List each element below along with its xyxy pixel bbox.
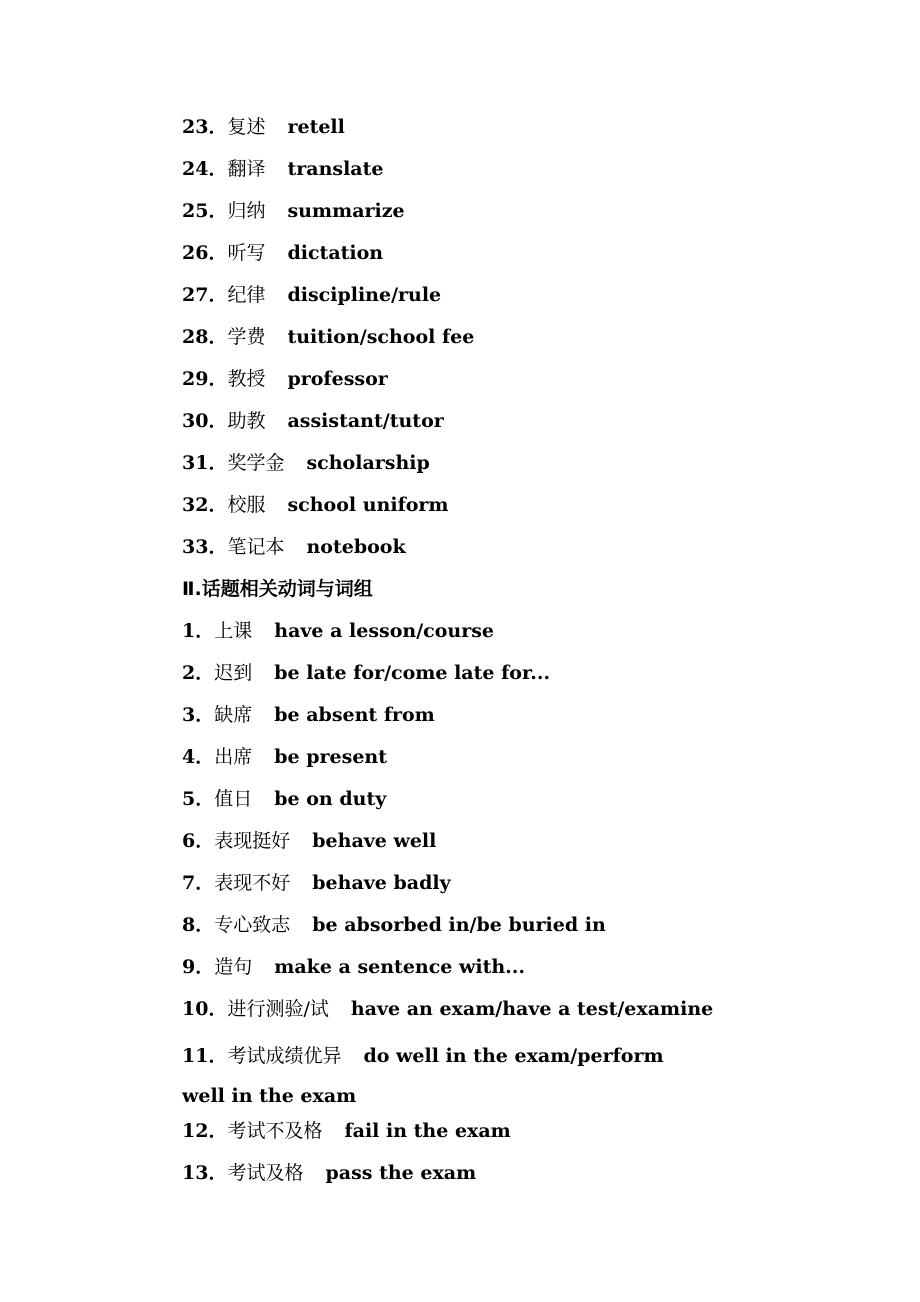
vocab-item bbox=[182, 532, 742, 574]
item-english: pass the exam bbox=[325, 1162, 477, 1184]
item-number: 12． bbox=[182, 1120, 228, 1142]
item-number: 8． bbox=[182, 914, 215, 936]
item-english: make a sentence with... bbox=[274, 956, 526, 978]
phrase-item bbox=[182, 910, 742, 952]
item-number: 13． bbox=[182, 1162, 228, 1184]
vocab-item bbox=[182, 196, 742, 238]
item-number: 31． bbox=[182, 452, 228, 474]
item-number: 7． bbox=[182, 872, 215, 894]
document-page bbox=[182, 112, 742, 1200]
item-number: 1． bbox=[182, 620, 215, 642]
item-chinese: 缺席 bbox=[214, 704, 253, 726]
item-number: 32． bbox=[182, 494, 228, 516]
item-chinese: 教授 bbox=[227, 368, 266, 390]
item-chinese: 纪律 bbox=[227, 284, 266, 306]
item-english: be absorbed in/be buried in bbox=[312, 914, 606, 936]
item-chinese: 值日 bbox=[214, 788, 253, 810]
item-chinese: 专心致志 bbox=[214, 914, 291, 936]
item-number: 9． bbox=[182, 956, 215, 978]
vocab-item bbox=[182, 406, 742, 448]
item-english: be on duty bbox=[274, 788, 387, 810]
item-chinese: 考试成绩优异 bbox=[227, 1045, 342, 1067]
phrase-item bbox=[182, 784, 742, 826]
item-number: 3． bbox=[182, 704, 215, 726]
item-number: 28． bbox=[182, 326, 228, 348]
item-english: fail in the exam bbox=[344, 1120, 511, 1142]
phrase-item bbox=[182, 994, 742, 1036]
item-chinese: 翻译 bbox=[227, 158, 266, 180]
item-chinese: 表现挺好 bbox=[214, 830, 291, 852]
item-chinese: 校服 bbox=[227, 494, 266, 516]
item-chinese: 笔记本 bbox=[227, 536, 285, 558]
item-english: be late for/come late for... bbox=[274, 662, 551, 684]
item-chinese: 听写 bbox=[227, 242, 266, 264]
item-number: 2． bbox=[182, 662, 215, 684]
item-chinese: 复述 bbox=[227, 116, 266, 138]
phrase-item bbox=[182, 952, 742, 994]
item-number: 4． bbox=[182, 746, 215, 768]
item-number: 5． bbox=[182, 788, 215, 810]
item-english: assistant/tutor bbox=[287, 410, 444, 432]
item-number: 24． bbox=[182, 158, 228, 180]
item-english: school uniform bbox=[287, 494, 449, 516]
item-number: 27． bbox=[182, 284, 228, 306]
vocab-item bbox=[182, 322, 742, 364]
item-chinese: 进行测验/试 bbox=[227, 998, 329, 1020]
vocab-item bbox=[182, 490, 742, 532]
item-english: dictation bbox=[287, 242, 384, 264]
item-chinese: 考试及格 bbox=[227, 1162, 304, 1184]
phrase-item bbox=[182, 1116, 742, 1158]
item-english: notebook bbox=[306, 536, 406, 558]
item-english: behave badly bbox=[312, 872, 451, 894]
item-english: retell bbox=[287, 116, 345, 138]
item-english: be present bbox=[274, 746, 387, 768]
item-chinese: 表现不好 bbox=[214, 872, 291, 894]
vocab-item bbox=[182, 364, 742, 406]
item-number: 11． bbox=[182, 1045, 228, 1067]
item-number: 30． bbox=[182, 410, 228, 432]
phrase-item bbox=[182, 868, 742, 910]
vocab-item bbox=[182, 112, 742, 154]
vocab-item bbox=[182, 154, 742, 196]
item-chinese: 迟到 bbox=[214, 662, 253, 684]
item-number: 26． bbox=[182, 242, 228, 264]
phrase-item bbox=[182, 1036, 702, 1116]
item-english: have a lesson/course bbox=[274, 620, 495, 642]
item-number: 25． bbox=[182, 200, 228, 222]
item-english: scholarship bbox=[306, 452, 430, 474]
item-number: 6． bbox=[182, 830, 215, 852]
item-number: 29． bbox=[182, 368, 228, 390]
phrase-item bbox=[182, 700, 742, 742]
item-chinese: 出席 bbox=[214, 746, 253, 768]
item-number: 23． bbox=[182, 116, 228, 138]
item-chinese: 考试不及格 bbox=[227, 1120, 323, 1142]
phrase-item bbox=[182, 742, 742, 784]
item-english: have an exam/have a test/examine bbox=[350, 998, 714, 1020]
item-english: discipline/rule bbox=[287, 284, 442, 306]
item-english: professor bbox=[287, 368, 388, 390]
phrase-item bbox=[182, 658, 742, 700]
item-chinese: 助教 bbox=[227, 410, 266, 432]
item-english: summarize bbox=[287, 200, 405, 222]
item-number: 10． bbox=[182, 998, 228, 1020]
phrase-item bbox=[182, 826, 742, 868]
item-chinese: 造句 bbox=[214, 956, 253, 978]
item-english: behave well bbox=[312, 830, 437, 852]
item-english: tuition/school fee bbox=[287, 326, 475, 348]
vocab-item bbox=[182, 448, 742, 490]
item-number: 33． bbox=[182, 536, 228, 558]
item-english: do well in the exam/perform well in the exam bbox=[182, 1045, 664, 1107]
phrase-item bbox=[182, 616, 742, 658]
item-chinese: 奖学金 bbox=[227, 452, 285, 474]
item-chinese: 归纳 bbox=[227, 200, 266, 222]
section-heading: Ⅱ.话题相关动词与词组 bbox=[182, 578, 373, 600]
item-chinese: 上课 bbox=[214, 620, 253, 642]
item-english: translate bbox=[287, 158, 384, 180]
item-chinese: 学费 bbox=[227, 326, 266, 348]
item-english: be absent from bbox=[274, 704, 435, 726]
vocab-item bbox=[182, 280, 742, 322]
phrase-item bbox=[182, 1158, 742, 1200]
vocab-item bbox=[182, 238, 742, 280]
